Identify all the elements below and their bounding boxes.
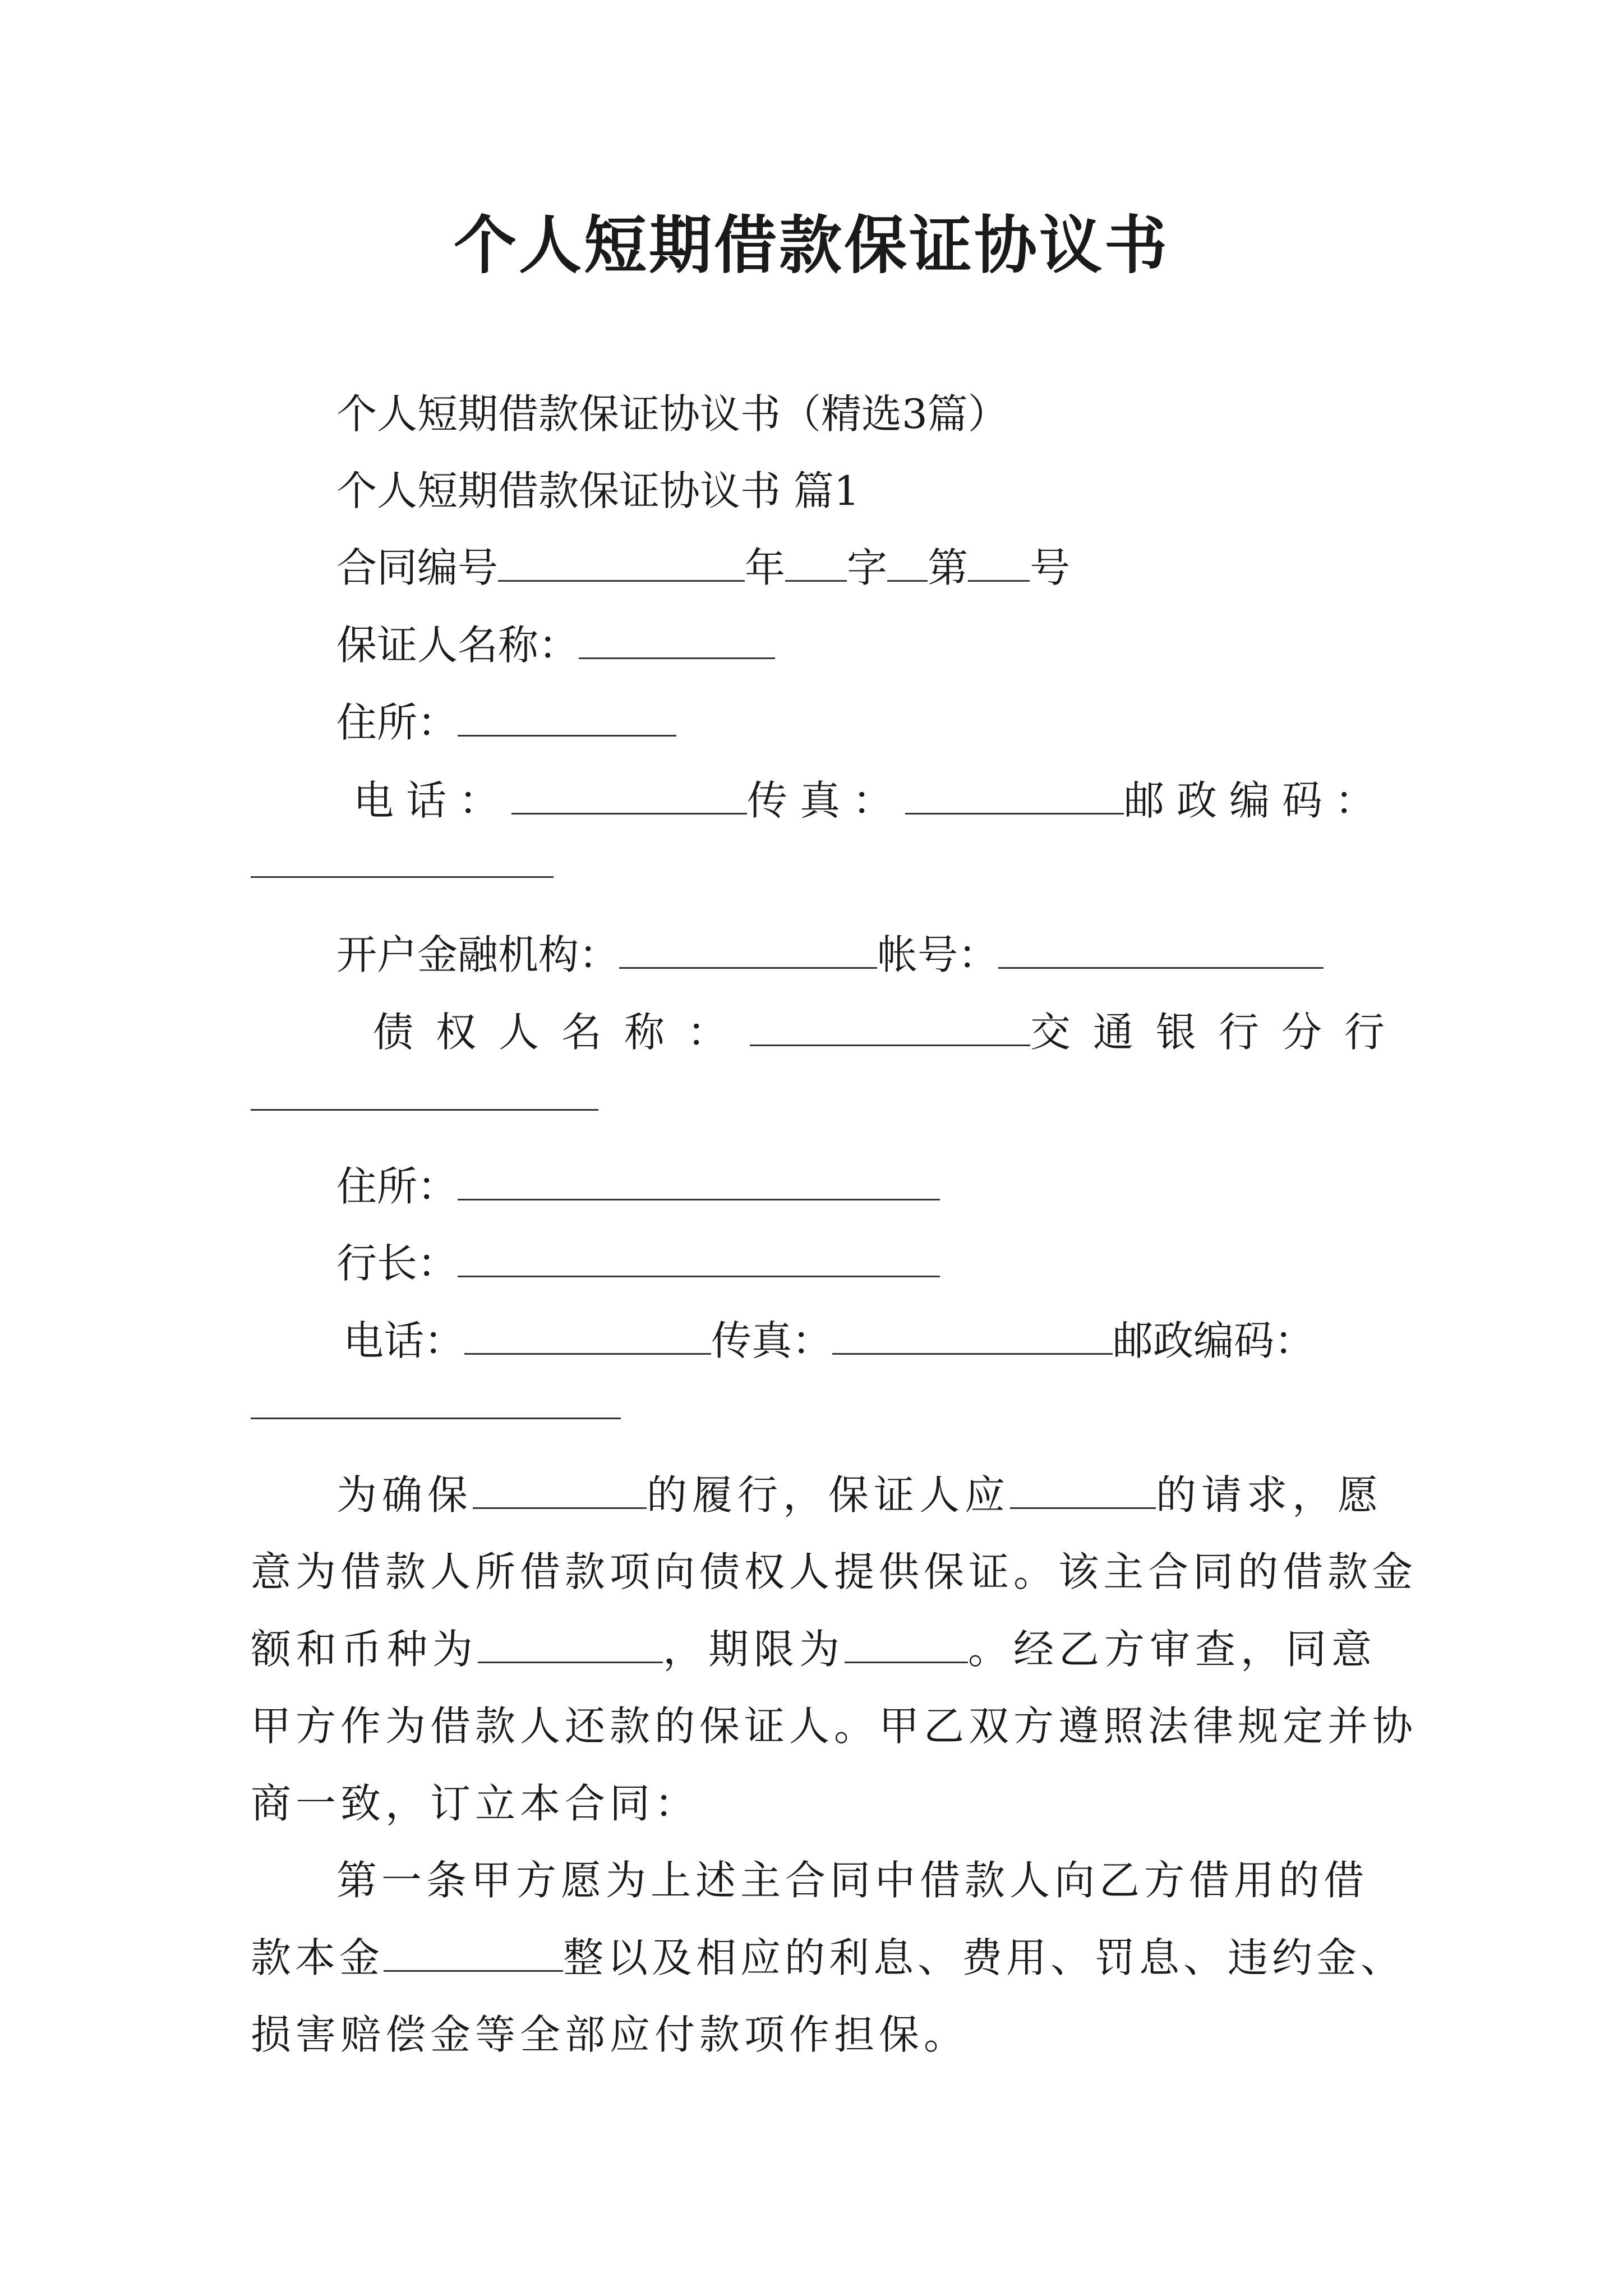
hao-label: 号 (1030, 544, 1071, 591)
p1-l3-text-a: 额和币种为 (251, 1626, 478, 1673)
p2-text-a: 款本金 (251, 1934, 384, 1981)
creditor-postcode-blank (251, 1377, 621, 1419)
body-paragraph-1-line-2: 意为借款人所借款项向债权人提供保证。该主合同的借款金 (251, 1548, 1418, 1595)
p1-text-a: 为确保 (336, 1471, 473, 1519)
contract-number-label: 合同编号 (336, 544, 499, 591)
creditor-name-blank (750, 1004, 1030, 1046)
guarantor-name-blank (579, 617, 775, 659)
body-paragraph-2-line-3: 损害赔偿金等全部应付款项作担保。 (251, 2011, 969, 2058)
di-label: 第 (928, 544, 969, 591)
zi-label: 字 (847, 544, 888, 591)
creditor-bank-suffix: 交通银行分行 (1030, 1009, 1408, 1056)
guarantor-account-blank (998, 927, 1324, 969)
body-paragraph-1-line-3 (251, 1621, 1377, 1677)
contract-number-blank (498, 540, 745, 582)
article-heading: 个人短期借款保证协议书 篇1 (336, 467, 860, 514)
p1-blank-2 (1010, 1467, 1156, 1509)
body-paragraph-1-line-5: 商一致，订立本合同： (251, 1780, 700, 1827)
body-paragraph-2-line-1: 第一条甲方愿为上述主合同中借款人向乙方借用的借 (336, 1857, 1369, 1904)
creditor-phone-blank (464, 1313, 711, 1355)
guarantor-fax-blank (905, 772, 1124, 815)
guarantor-address-label: 住所： (336, 699, 458, 746)
creditor-postcode-line (251, 1377, 621, 1433)
p1-l3-blank-1 (478, 1621, 663, 1663)
p1-l3-text-b: ，期限为 (663, 1626, 845, 1673)
guarantor-name-label: 保证人名称： (336, 622, 579, 669)
creditor-phone-label: 电话： (343, 1317, 465, 1364)
guarantor-address-blank (458, 694, 676, 737)
di-blank (968, 540, 1030, 582)
p2-blank-1 (384, 1930, 563, 1972)
creditor-president-blank (458, 1235, 940, 1277)
creditor-president-label: 行长： (336, 1240, 458, 1287)
body-paragraph-1-line-4: 甲方作为借款人还款的保证人。甲乙双方遵照法律规定并协 (251, 1703, 1418, 1750)
zi-blank (887, 540, 928, 582)
subtitle: 个人短期借款保证协议书（精选3篇） (336, 390, 1008, 438)
body-paragraph-1-line-1 (336, 1467, 1383, 1523)
year-label: 年 (745, 544, 786, 591)
contract-number-line (336, 540, 1070, 596)
p1-text-b: 的履行，保证人应 (647, 1471, 1011, 1519)
creditor-fax-label: 传真： (711, 1317, 833, 1364)
creditor-branch-blank (251, 1069, 598, 1111)
year-blank (785, 540, 847, 582)
p1-blank-1 (473, 1467, 647, 1509)
creditor-phone-line (343, 1313, 1315, 1369)
creditor-fax-blank (832, 1313, 1113, 1355)
guarantor-bank-blank (619, 927, 877, 969)
body-paragraph-2-line-2 (251, 1930, 1405, 1986)
guarantor-account-label: 帐号： (877, 931, 999, 978)
guarantor-phone-blank (511, 772, 747, 815)
creditor-name-line (373, 1004, 1407, 1060)
creditor-address-line (336, 1158, 940, 1214)
creditor-address-label: 住所： (336, 1163, 458, 1210)
guarantor-bank-label: 开户金融机构： (336, 931, 620, 978)
document-title: 个人短期借款保证协议书 (454, 209, 1169, 282)
guarantor-bank-line (336, 927, 1324, 983)
p1-text-c: 的请求，愿 (1156, 1471, 1384, 1519)
creditor-president-line (336, 1235, 940, 1291)
guarantor-name-line (336, 617, 775, 673)
p1-l3-text-c: 。经乙方审查，同意 (968, 1626, 1377, 1673)
guarantor-postcode-blank (251, 836, 554, 878)
p1-l3-blank-2 (845, 1621, 968, 1663)
guarantor-postcode-line (251, 836, 554, 892)
guarantor-postcode-label: 邮政编码： (1124, 777, 1388, 824)
guarantor-address-line (336, 694, 676, 751)
creditor-branch-line (251, 1069, 598, 1125)
guarantor-phone-label: 电话： (353, 777, 512, 824)
guarantor-phone-line (353, 772, 1387, 829)
creditor-address-blank (458, 1158, 940, 1200)
creditor-postcode-label: 邮政编码： (1113, 1317, 1315, 1364)
guarantor-fax-label: 传真： (747, 777, 906, 824)
p2-text-b: 整以及相应的利息、费用、罚息、违约金、 (563, 1934, 1405, 1981)
creditor-name-label: 债权人名称： (373, 1009, 750, 1056)
